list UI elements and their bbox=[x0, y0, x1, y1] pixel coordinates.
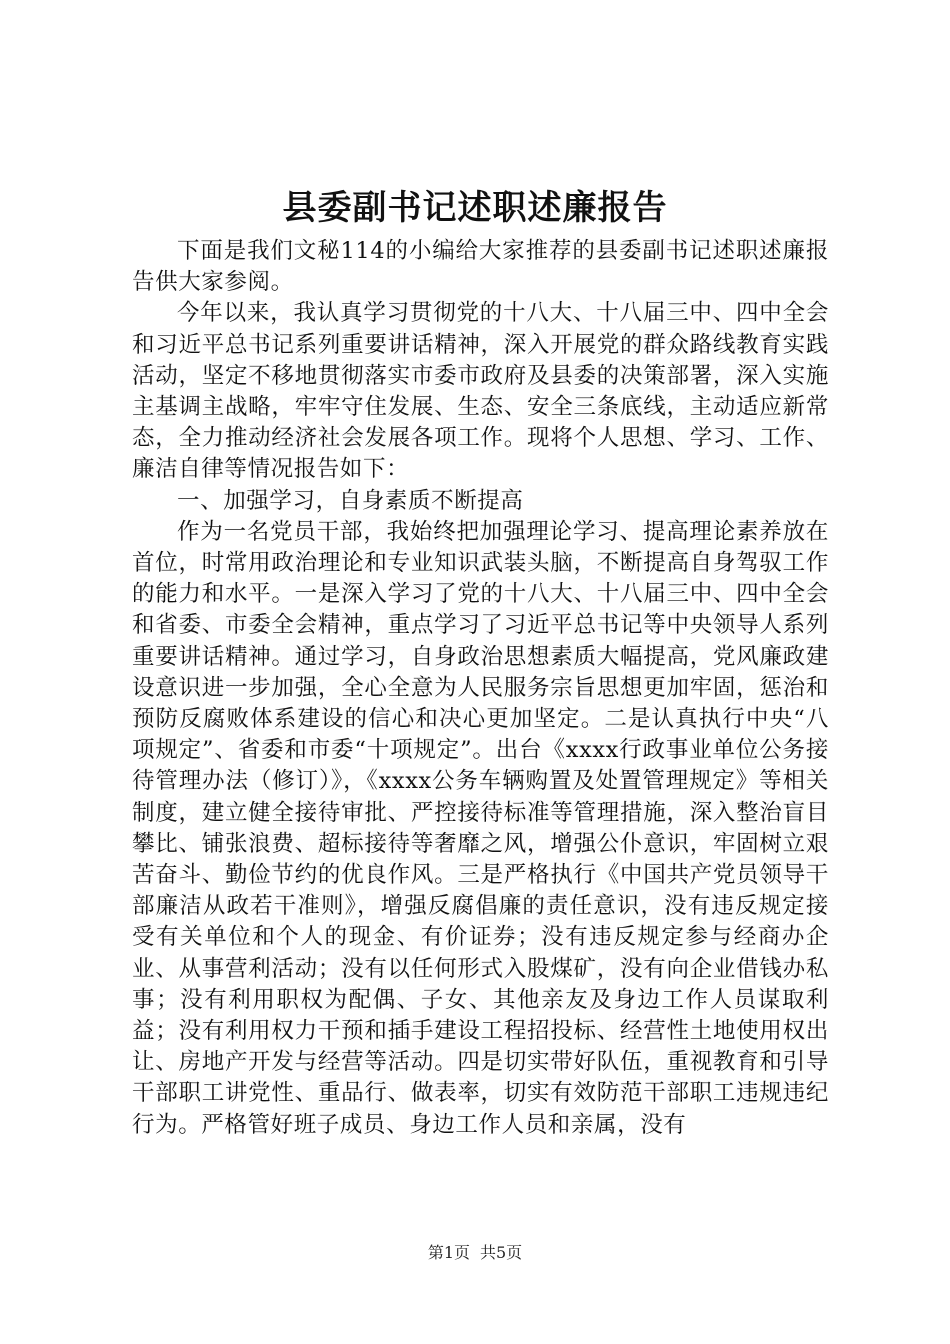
document-body bbox=[132, 236, 829, 1141]
intro-paragraph: 下面是我们文秘114的小编给大家推荐的县委副书记述职述廉报告供大家参阅。 bbox=[132, 238, 829, 296]
page-footer bbox=[0, 1242, 950, 1264]
section-heading: 一、加强学习，自身素质不断提高 bbox=[177, 487, 524, 514]
overview-paragraph: 今年以来，我认真学习贯彻党的十八大、十八届三中、四中全会和习近平总书记系列重要讲话精神，深入开展党的群众路线教育实践活动，坚定不移地贯彻落实市委市政府及县委的决策部署，深入实施主基调主战略，牢牢守住发展、生态、安全三条底线，主动适应新常态，全力推动经济社会发展各项工作。现将个人思想、学习、工作、廉洁自律等情况报告如下： bbox=[132, 300, 829, 483]
page-number: 第1页 bbox=[427, 1243, 470, 1262]
document-title: 县委副书记述职述廉报告 bbox=[282, 188, 668, 228]
study-paragraph: 作为一名党员干部，我始终把加强理论学习、提高理论素养放在首位，时常用政治理论和专业知识武装头脑，不断提高自身驾驭工作的能力和水平。一是深入学习了党的十八大、十八届三中、四中全会和省委、市委全会精神，重点学习了习近平总书记等中央领导人系列重要讲话精神。通过学习，自身政治思想素质大幅提高，党风廉政建设意识进一步加强，全心全意为人民服务宗旨思想更加牢固，惩治和预防反腐败体系建设的信心和决心更加坚定。二是认真执行中央“八项规定”、省委和市委“十项规定”。出台《xxxx行政事业单位公务接待管理办法（修订）》，《xxxx公务车辆购置及处置管理规定》等相关制度，建立健全接待审批、严控接待标准等管理措施，深入整治盲目攀比、铺张浪费、超标接待等奢靡之风，增强公仆意识，牢固树立艰苦奋斗、勤俭节约的优良作风。三是严格执行《中国共产党员领导干部廉洁从政若干准则》，增强反腐倡廉的责任意识，没有违反规定接受有关单位和个人的现金、有价证券；没有违反规定参与经商办企业、从事营利活动；没有以任何形式入股煤矿，没有向企业借钱办私事；没有利用职权为配偶、子女、其他亲友及身边工作人员谋取利益；没有利用权力干预和插手建设工程招投标、经营性土地使用权出让、房地产开发与经营等活动。四是切实带好队伍，重视教育和引导干部职工讲党性、重品行、做表率，切实有效防范干部职工违规违纪行为。严格管好班子成员、身边工作人员和亲属，没有 bbox=[132, 518, 829, 1138]
page-total: 共5页 bbox=[480, 1243, 523, 1262]
